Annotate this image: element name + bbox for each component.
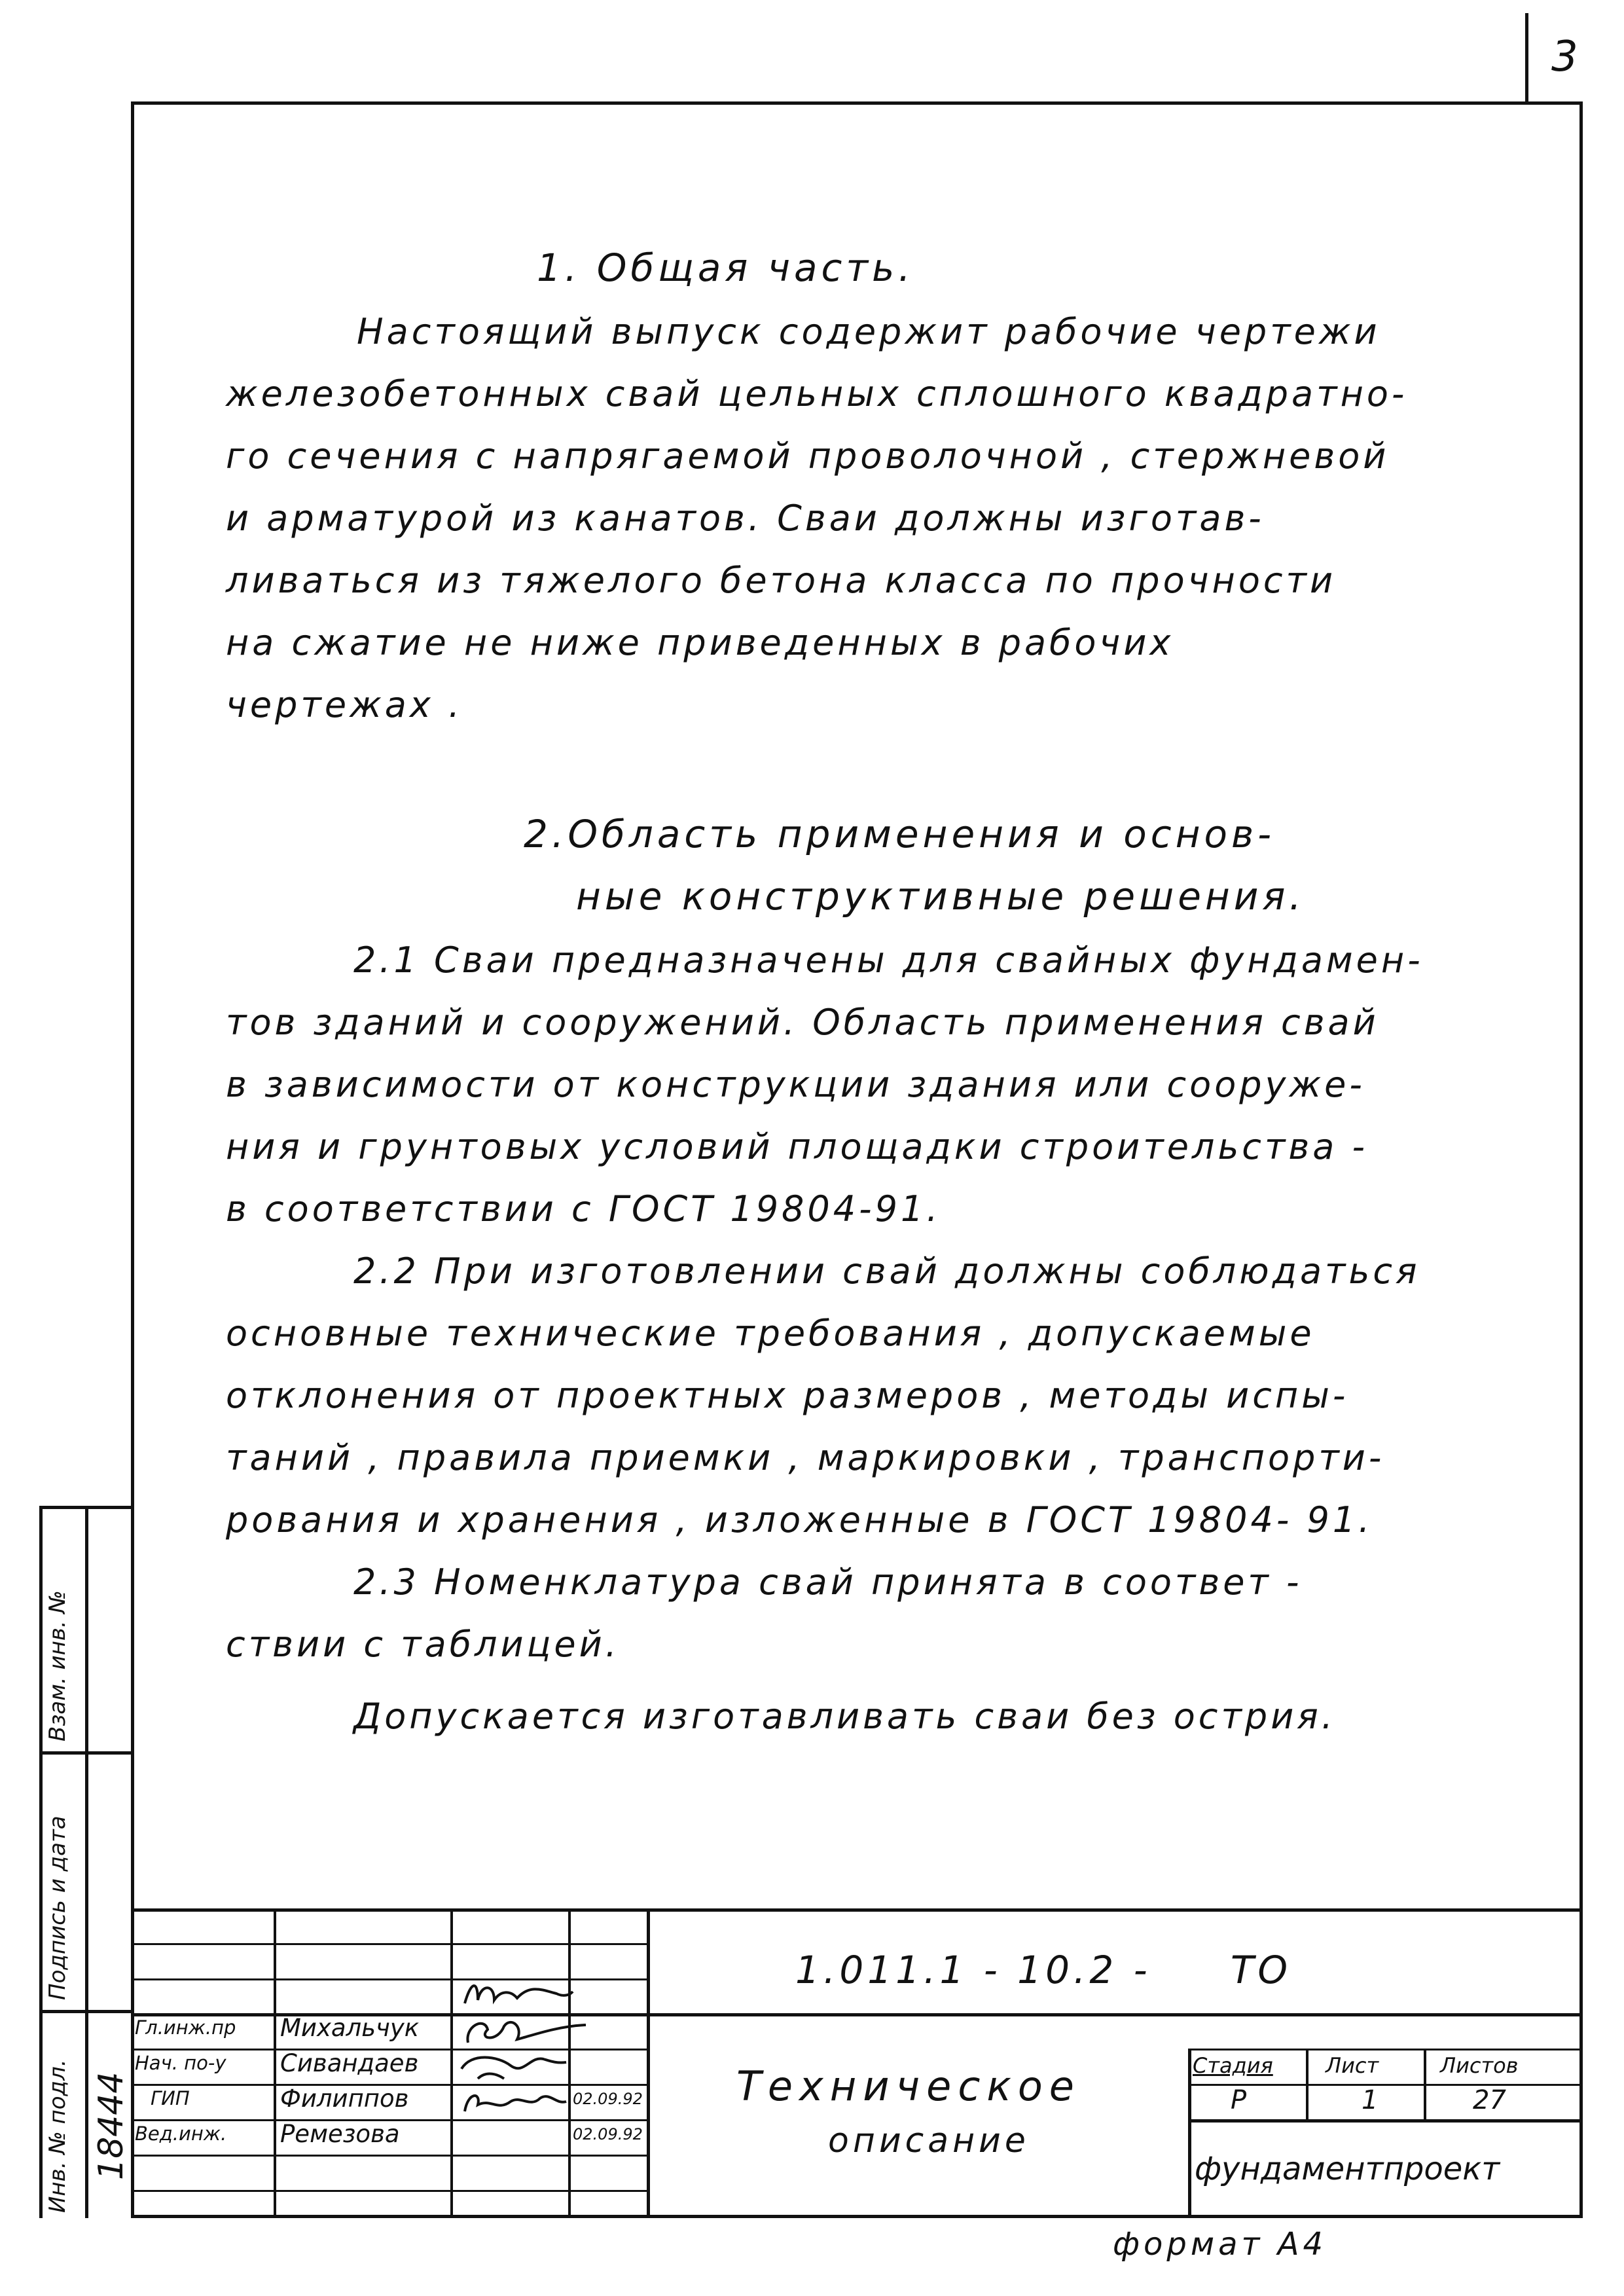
section-2-line: 2.1 Сваи предназначены для свайных фундамен- xyxy=(353,939,1424,981)
signature-remezova xyxy=(458,2085,569,2121)
section-1-line: и арматурой из канатов. Сваи должны изготав- xyxy=(226,498,1265,539)
section-1-line: го сечения с напрягаемой проволочной , стержневой xyxy=(226,435,1390,477)
section-2-line: тов зданий и сооружений. Область применения свай xyxy=(226,1002,1379,1043)
title-block-hline xyxy=(131,2190,650,2192)
side-stamp-podpis-data: Подпись и дата xyxy=(45,1815,71,2000)
section-2-line: отклонения от проектных размеров , методы испы- xyxy=(226,1375,1349,1416)
side-stamp-border xyxy=(39,2010,134,2013)
side-stamp-inv-no-podl: Инв. № подл. xyxy=(45,2059,71,2213)
section-1-line: железобетонных свай цельных сплошного квадратно- xyxy=(226,373,1408,414)
section-2-line: в зависимости от конструкции здания или сооруже- xyxy=(226,1064,1365,1105)
person-role: Нач. по-у xyxy=(135,2052,226,2074)
document-designation: 1.011.1 - 10.2 - xyxy=(795,1948,1151,1992)
person-role: ГИП xyxy=(151,2087,190,2109)
section-2-line: основные технические требования , допускаемые xyxy=(226,1313,1315,1354)
person-date: 02.09.92 xyxy=(573,2125,643,2143)
stage-grid-hline xyxy=(1188,2119,1583,2123)
title-block-vline xyxy=(274,1908,276,2218)
side-stamp-border xyxy=(39,1751,134,1755)
page-number: 3 xyxy=(1551,33,1578,81)
section-2-line: в соответствии с ГОСТ 19804-91. xyxy=(226,1188,941,1230)
side-stamp-border xyxy=(85,1506,88,2218)
signature-sivandaev xyxy=(458,2013,589,2049)
format-label: формат А4 xyxy=(1113,2226,1327,2263)
section-2-line: ствии с таблицей. xyxy=(226,1624,620,1665)
title-block-hline xyxy=(131,1943,650,1945)
title-block-vline xyxy=(647,1908,650,2218)
signature-mikhalchuk xyxy=(458,1977,576,2016)
section-1-line: Настоящий выпуск содержит рабочие чертежи xyxy=(357,311,1380,352)
section-2-line: Допускается изготавливать сваи без острия. xyxy=(353,1696,1336,1737)
stage-grid-hline xyxy=(1188,2049,1583,2050)
document-title: описание xyxy=(828,2121,1030,2160)
section-2-heading: ные конструктивные решения. xyxy=(576,874,1305,919)
side-stamp-border xyxy=(39,1506,134,1509)
sheet-label: Лист xyxy=(1326,2053,1379,2078)
person-name: Михальчук xyxy=(280,2014,420,2042)
document-code: ТО xyxy=(1231,1948,1292,1992)
stage-value: Р xyxy=(1231,2085,1247,2115)
sheet-value: 1 xyxy=(1362,2085,1379,2115)
title-block-top xyxy=(131,1908,1583,1912)
stage-grid-vline xyxy=(1424,2049,1426,2119)
sheets-value: 27 xyxy=(1473,2085,1506,2115)
title-block-hline xyxy=(131,2155,650,2157)
stage-grid-vline xyxy=(1188,2049,1191,2218)
page-number-divider xyxy=(1525,13,1528,101)
section-1-line: чертежах . xyxy=(226,684,463,725)
document-title: Техническое xyxy=(736,2062,1081,2110)
organization-name: фундаментпроект xyxy=(1195,2151,1500,2187)
section-2-heading: 2.Область применения и основ- xyxy=(524,812,1276,856)
section-2-line: 2.2 При изготовлении свай должны соблюдаться xyxy=(353,1250,1420,1292)
person-name: Филиппов xyxy=(280,2085,409,2113)
side-stamp-inv-number: 18444 xyxy=(92,2071,131,2180)
person-name: Ремезова xyxy=(280,2120,400,2148)
person-role: Гл.инж.пр xyxy=(135,2016,236,2039)
signature-filippov xyxy=(458,2049,569,2085)
side-stamp-border xyxy=(39,1506,43,2218)
stage-grid-vline xyxy=(1306,2049,1308,2119)
sheets-label: Листов xyxy=(1440,2053,1519,2078)
section-2-line: 2.3 Номенклатура свай принята в соответ - xyxy=(353,1561,1303,1603)
stage-grid-hline xyxy=(1188,2084,1583,2086)
person-role: Вед.инж. xyxy=(135,2123,227,2145)
section-1-heading: 1. Общая часть. xyxy=(537,246,914,290)
section-2-line: рования и хранения , изложенные в ГОСТ 19804- 91. xyxy=(226,1499,1373,1540)
section-1-line: ливаться из тяжелого бетона класса по прочности xyxy=(226,560,1337,601)
person-name: Сивандаев xyxy=(280,2049,419,2077)
side-stamp-vzam-inv: Взам. инв. № xyxy=(45,1590,71,1741)
stage-label: Стадия xyxy=(1193,2053,1273,2078)
section-2-line: таний , правила приемки , маркировки , транспорти- xyxy=(226,1437,1385,1478)
title-block-vline xyxy=(450,1908,453,2218)
person-date: 02.09.92 xyxy=(573,2090,643,2108)
section-2-line: ния и грунтовых условий площадки строительства - xyxy=(226,1126,1368,1167)
section-1-line: на сжатие не ниже приведенных в рабочих xyxy=(226,622,1174,663)
